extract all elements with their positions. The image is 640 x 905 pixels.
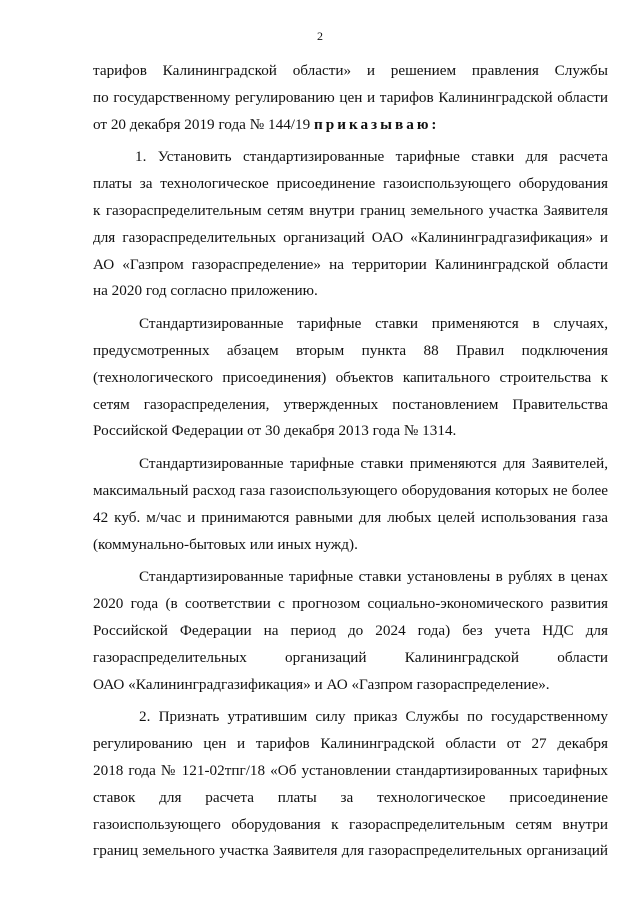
paragraph-prices — [93, 564, 608, 698]
text-line: 2020 года (в соответствии с прогнозом социально-экономического развития — [93, 595, 608, 613]
text-line: границ земельного участка Заявителя для газораспределительных организаций — [93, 842, 608, 860]
text-line-prefix: от 20 декабря 2019 года № 144/19 — [93, 115, 314, 133]
text-line: ставок для расчета платы за технологическое присоединение — [93, 788, 608, 806]
order-keyword: приказываю: — [314, 115, 440, 133]
text-line: предусмотренных абзацем вторым пункта 88 Правил подключения — [93, 341, 608, 359]
paragraph-scope — [93, 311, 608, 445]
text-line: по государственному регулированию цен и тарифов Калининградской области — [93, 88, 608, 106]
text-line: (технологического присоединения) объектов капитального строительства к — [93, 368, 608, 386]
paragraph-intro — [93, 58, 608, 138]
text-line: газоиспользующего оборудования к газораспределительным сетям внутри — [93, 815, 608, 833]
text-line: 2018 года № 121-02тпг/18 «Об установлении стандартизированных тарифных — [93, 761, 608, 779]
text-line: 42 куб. м/час и принимаются равными для любых целей использования газа — [93, 508, 608, 526]
text-line: Стандартизированные тарифные ставки применяются для Заявителей, — [139, 455, 608, 473]
paragraph-item-1 — [93, 144, 608, 305]
text-line: газораспределительных организаций Калининградской области — [93, 648, 608, 666]
text-line: Российской Федерации на период до 2024 года) без учета НДС для — [93, 621, 608, 639]
text-line: максимальный расход газа газоиспользующего оборудования которых не более — [93, 481, 608, 499]
document-body — [93, 58, 608, 865]
text-line: Российской Федерации от 30 декабря 2013 года № 1314. — [93, 422, 457, 440]
page-number: 2 — [317, 29, 323, 43]
text-line: ОАО «Калининградгазификация» и АО «Газпром газораспределение». — [93, 675, 550, 693]
text-line — [93, 112, 608, 139]
paragraph-applicants — [93, 451, 608, 558]
text-line: (коммунально-бытовых или иных нужд). — [93, 535, 358, 553]
text-line: тарифов Калининградской области» и решением правления Службы — [93, 62, 608, 79]
text-line: АО «Газпром газораспределение» на территории Калининградской области — [93, 255, 608, 273]
text-line: на 2020 год согласно приложению. — [93, 282, 318, 300]
paragraph-item-2 — [93, 704, 608, 865]
text-line: 1. Установить стандартизированные тарифные ставки для расчета — [135, 148, 608, 166]
text-line: 2. Признать утратившим силу приказ Службы по государственному — [139, 708, 608, 726]
text-line: платы за технологическое присоединение газоиспользующего оборудования — [93, 175, 608, 193]
text-line: сетям газораспределения, утвержденных постановлением Правительства — [93, 395, 608, 413]
text-line: для газораспределительных организаций ОАО «Калининградгазификация» и — [93, 228, 608, 246]
text-line: Стандартизированные тарифные ставки применяются в случаях, — [139, 315, 608, 333]
text-line: регулированию цен и тарифов Калининградской области от 27 декабря — [93, 735, 608, 753]
text-line: к газораспределительным сетям внутри границ земельного участка Заявителя — [93, 201, 608, 219]
text-line: Стандартизированные тарифные ставки установлены в рублях в ценах — [139, 568, 608, 586]
